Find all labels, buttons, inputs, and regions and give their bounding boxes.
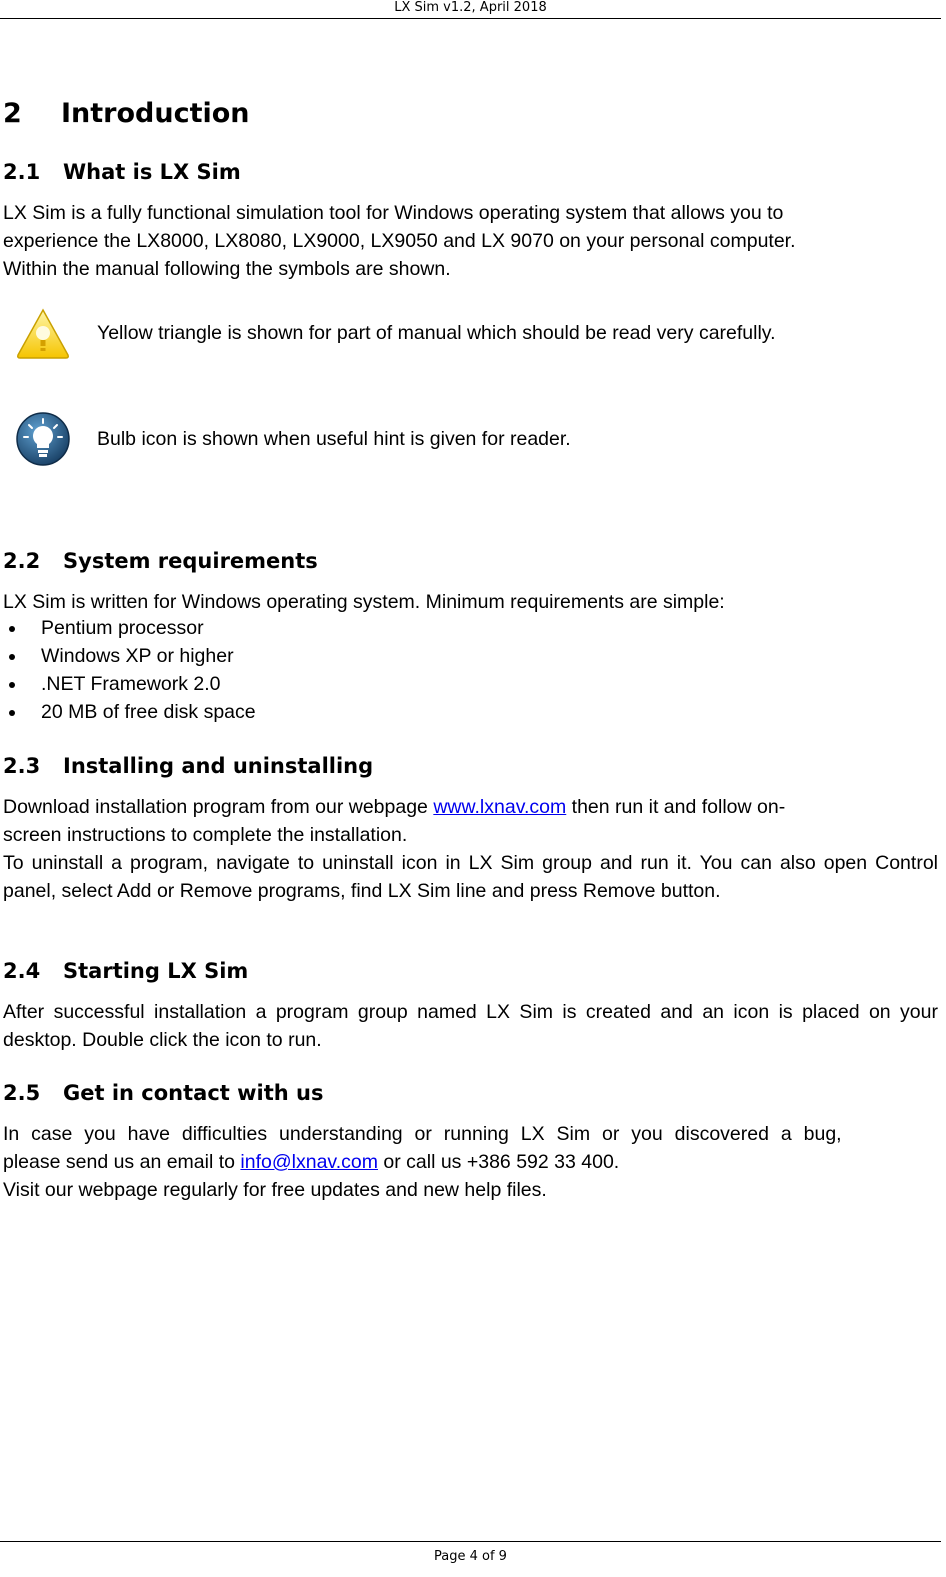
list-item-text: Pentium processor [41, 617, 204, 639]
paragraph-line: Visit our webpage regularly for free updates and new help files. [3, 1179, 547, 1201]
paragraph-line: In case you have difficulties understanding or running LX Sim or you discovered a bug, [3, 1123, 842, 1145]
paragraph: After successful installation a program group named LX Sim is created and an icon is placed on your desktop. Double click the icon to run. [3, 1001, 938, 1051]
section-title: Get in contact with us [63, 1081, 324, 1105]
email-link[interactable]: info@lxnav.com [240, 1151, 378, 1173]
section-heading-2-1 [3, 157, 241, 187]
paragraph-line: screen instructions to complete the installation. [3, 824, 408, 846]
paragraph-line: Within the manual following the symbols are shown. [3, 258, 451, 280]
section-number: 2.2 [3, 549, 41, 573]
section-heading-2-4 [3, 956, 248, 986]
section-number: 2.4 [3, 959, 41, 983]
page-footer: Page 4 of 9 [0, 1541, 941, 1572]
paragraph-line [3, 1148, 938, 1176]
list-item-text: 20 MB of free disk space [41, 701, 256, 723]
bullet [9, 710, 15, 716]
section-heading-2-3 [3, 751, 373, 781]
warning-note-text: Yellow triangle is shown for part of manual which should be read very carefully. [97, 322, 776, 344]
list-item-text: .NET Framework 2.0 [41, 673, 221, 695]
text: then run it and follow on- [566, 796, 786, 818]
section-title: Installing and uninstalling [63, 754, 374, 778]
chapter-title [3, 94, 250, 134]
text: Download installation program from our webpage [3, 796, 434, 818]
bullet [9, 682, 15, 688]
chapter-title-text: Introduction [61, 98, 250, 129]
list-item [3, 670, 256, 698]
bullet [9, 626, 15, 632]
section-title: What is LX Sim [63, 160, 241, 184]
paragraph-line: experience the LX8000, LX8080, LX9000, LX9050 and LX 9070 on your personal computer. [3, 230, 796, 252]
bullet [9, 654, 15, 660]
section-number: 2.3 [3, 754, 41, 778]
section-heading-2-5 [3, 1078, 323, 1108]
list-item [3, 614, 256, 642]
paragraph: LX Sim is written for Windows operating system. Minimum requirements are simple: [3, 591, 725, 613]
paragraph: To uninstall a program, navigate to uninstall icon in LX Sim group and run it. You can also open Control panel, select Add or Remove programs, find LX Sim line and press Remove button. [3, 852, 938, 902]
chapter-number: 2 [3, 98, 22, 129]
section-heading-2-2 [3, 546, 318, 576]
section-title: Starting LX Sim [63, 959, 249, 983]
website-link[interactable]: www.lxnav.com [433, 796, 567, 818]
list-item [3, 698, 256, 726]
section-number: 2.1 [3, 160, 41, 184]
paragraph-line: LX Sim is a fully functional simulation tool for Windows operating system that allows you to [3, 202, 784, 224]
page-header: LX Sim v1.2, April 2018 [0, 0, 941, 19]
lightbulb-icon [15, 411, 71, 467]
section-title: System requirements [63, 549, 318, 573]
hint-note-text: Bulb icon is shown when useful hint is given for reader. [97, 428, 571, 450]
list-item [3, 642, 256, 670]
text: or call us +386 592 33 400. [377, 1151, 620, 1173]
paragraph-line [3, 793, 938, 821]
list-item-text: Windows XP or higher [41, 645, 234, 667]
section-number: 2.5 [3, 1081, 41, 1105]
text: please send us an email to [3, 1151, 241, 1173]
requirements-list [3, 614, 256, 726]
warning-triangle-icon [15, 305, 71, 361]
